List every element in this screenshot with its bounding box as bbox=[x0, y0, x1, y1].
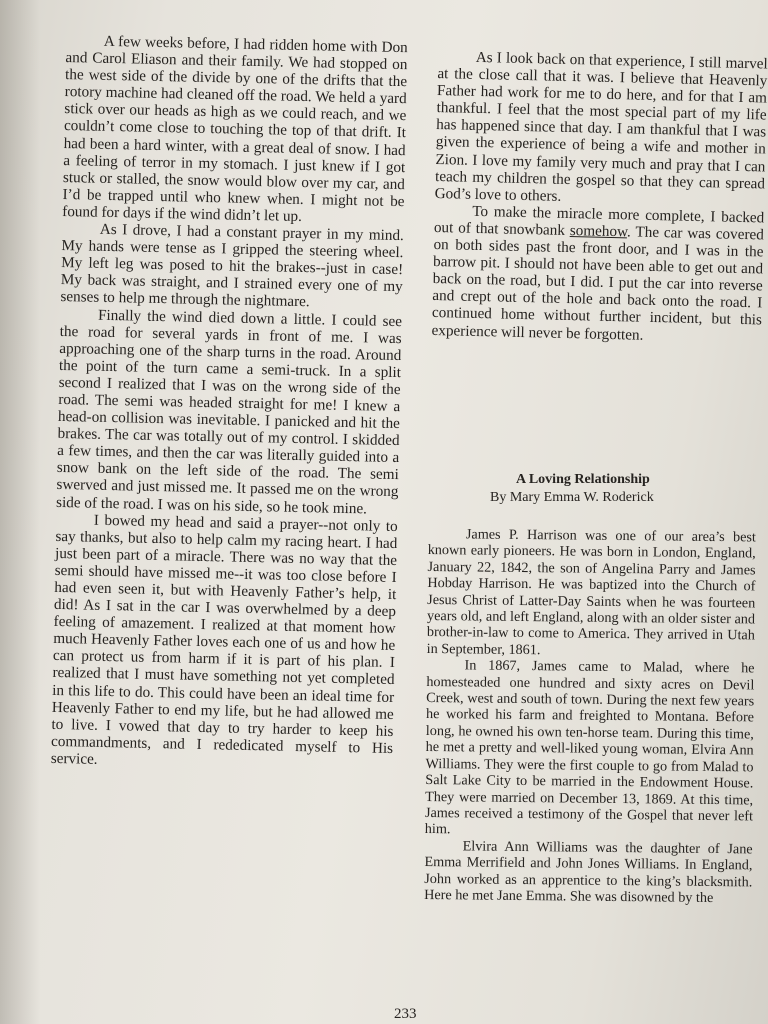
paragraph: A few weeks before, I had ridden home with Don and Carol Eliason and their family. We had stopped on the west side of the divide by one of the drifts that the rotory machine had cleaned off the road. We held a yard stick over our heads as high as we could reach, and we couldn’t come close to touching the top of that drift. It had been a hard winter, with a great deal of snow. I had a feeling of terror in my stomach. I just knew if I got stuck or stalled, the snow would blow over my car, and I’d be trapped until who knew when. I might not be found for days if the wind didn’t let up. bbox=[62, 32, 408, 225]
article-title: A Loving Relationship bbox=[516, 472, 650, 487]
paragraph: James P. Harrison was one of our area’s best known early pioneers. He was born in London, England, January 22, 1842, the son of Angelina Parry and James Hobday Harrison. He was baptized into the Church of Jesus Christ of Latter-Day Saints when he was fourteen years old, and left England, along with an older sister and brother-in-law to come to America. They arrived in Utah in September, 1861. bbox=[426, 526, 756, 659]
paragraph: Finally the wind died down a little. I could see the road for several yards in front of me. I was approaching one of the sharp turns in the road. Around the point of the turn came a semi-truck. In a split second I realized that I was on the wrong side of the road. The semi was headed straight for me! I knew a head-on collision was inevitable. I panicked and hit the brakes. The car was totally out of my control. I skidded a few times, and then the car was literally guided into a snow bank on the left side of the road. The semi swerved and just missed me. It passed me on the wrong side of the road. I was on his side, so he took mine. bbox=[55, 306, 403, 517]
text-segment: . The car was covered on both sides past the front door, and I was in the barrow pit. I should not have been able to get out and back on the road, but I did. I put the car into reverse and crept out of the hole and back onto the road. I continued home without further incident, but this experience will never be forgotten. bbox=[431, 223, 765, 344]
page-gutter-shadow bbox=[0, 0, 40, 1024]
paragraph: As I look back on that experience, I still marvel at the close call that it was. I believe that Heavenly Father had work for me to do here, and for that I am thankful. I feel that the most special part of my life has happened since that day. I am thankful that I was given the experience of being a wife and mother in Zion. I love my family very much and pray that I can teach my children the gospel so that they can spread God’s love to others. bbox=[434, 48, 768, 205]
right-column bbox=[431, 48, 768, 346]
article-byline: By Mary Emma W. Roderick bbox=[490, 490, 654, 505]
text-segment: To make the miracle more complete, I backed out of that snowbank bbox=[433, 202, 765, 239]
underlined-word: somehow bbox=[569, 221, 628, 241]
paragraph: I bowed my head and said a prayer--not only to say thanks, but also to help calm my racing heart. I had just been part of a miracle. There was no way that the semi should have missed me--it was too close before I had even seen it, but with Heavenly Father’s help, it did! As I sat in the car I was overwhelmed by a deep feeling of amazement. I realized at that moment how much Heavenly Father loves each one of us and how he can protect us from harm if it is part of his plan. I realized that I must have something not yet completed in this life to do. This could have been an ideal time for Heavenly Father to end my life, but he had allowed me to live. I vowed that day to try harder to keep his commandments, and I rededicated myself to His service. bbox=[50, 511, 398, 768]
paragraph: In 1867, James came to Malad, where he homesteaded one hundred and sixty acres on Devil Creek, west and south of town. During the next few years he worked his farm and freighted to Montana. Before long, he owned his own ten-horse team. During this time, he met a pretty and well-liked young woman, Elvira Ann Williams. They were the first couple to go from Malad to Salt Lake City to be married in the Endowment House. They were married on December 13, 1869. At this time, James received a testimony of the Gospel that never left him. bbox=[424, 657, 755, 838]
left-column bbox=[51, 32, 408, 774]
paragraph: Elvira Ann Williams was the daughter of Jane Emma Merrifield and John Jones Williams. In England, John worked as an apprentice to the king’s blacksmith. Here he met Jane Emma. She was disowned by the bbox=[424, 838, 753, 906]
paragraph: As I drove, I had a constant prayer in my mind. My hands were tense as I gripped the steering wheel. My left leg was posed to hit the brakes--just in case! My back was straight, and I strained every one of my senses to help me through the nightmare. bbox=[60, 220, 404, 311]
page-number: 233 bbox=[394, 1006, 417, 1022]
article-body bbox=[424, 526, 756, 907]
paragraph bbox=[431, 202, 764, 346]
